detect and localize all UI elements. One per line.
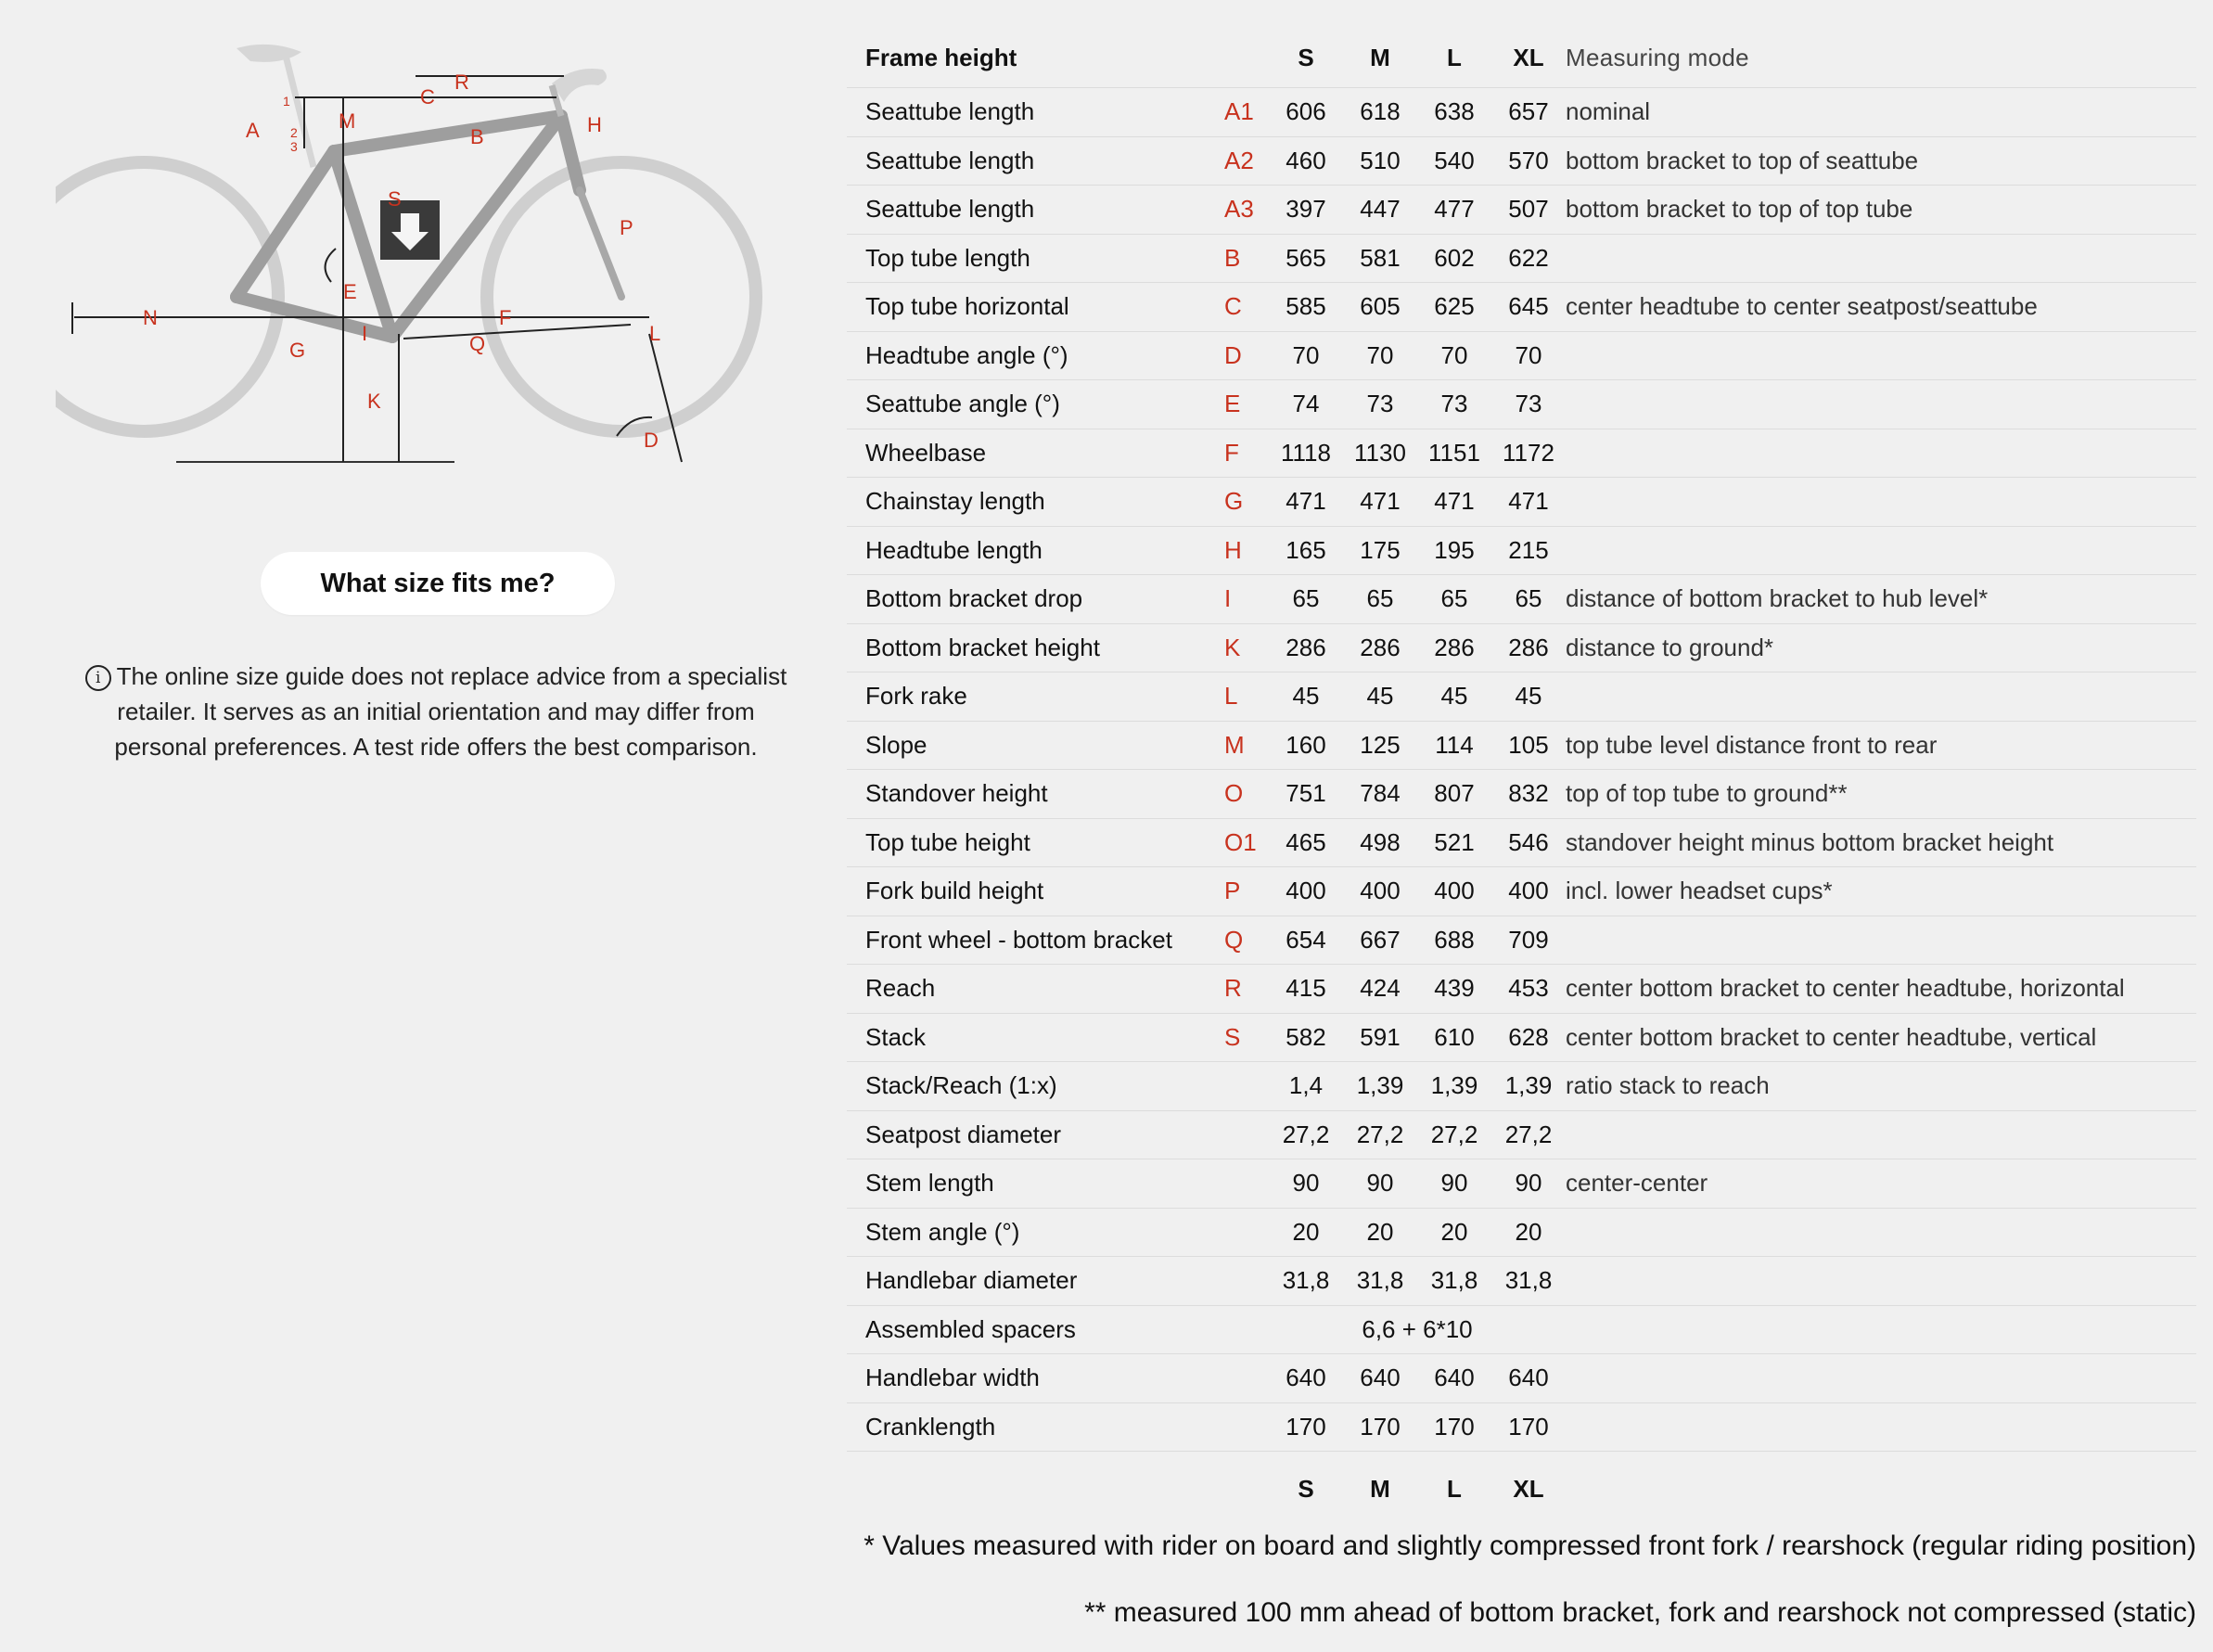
row-value-l: 521 [1434,827,1475,856]
row-value-s: 585 [1286,292,1326,321]
row-value-s: 460 [1286,146,1326,174]
table-row [847,478,2196,527]
row-code: M [1224,730,1245,759]
table-row [847,331,2196,380]
row-label: Chainstay length [865,487,1045,516]
row-code [1213,1305,1269,1354]
row-value-xl: 400 [1508,877,1549,905]
diagram-label-S: S [388,187,402,211]
row-value-l: 638 [1434,97,1475,126]
size-header-l: L [1447,43,1462,71]
row-value-xl: 90 [1515,1169,1542,1197]
row-value-l: 65 [1440,584,1468,613]
row-value-l: 90 [1440,1169,1468,1197]
table-row [847,672,2196,722]
row-value-s: 1118 [1281,438,1331,467]
row-code: A1 [1224,97,1254,126]
row-value-l: 439 [1434,974,1475,1003]
row-measuring-mode [1566,1354,2196,1403]
row-code: S [1224,1022,1241,1051]
row-code: O1 [1224,827,1257,856]
row-value-m: 784 [1360,779,1401,808]
what-size-fits-me-button[interactable]: What size fits me? [261,552,615,615]
diagram-label-F: F [499,306,512,329]
row-value-s: 20 [1292,1217,1320,1246]
row-label: Seatpost diameter [865,1120,1062,1148]
row-measuring-mode: incl. lower headset cups* [1566,877,1833,905]
row-label: Seattube length [865,97,1035,126]
row-value-m: 175 [1360,535,1401,564]
row-value-l: 540 [1434,146,1475,174]
diagram-label-N: N [143,306,158,329]
row-measuring-mode [1566,1305,2196,1354]
row-code: C [1224,292,1242,321]
diagram-label-1: 1 [283,94,290,109]
row-code: F [1224,438,1239,467]
row-value-m: 581 [1360,243,1401,272]
row-value-xl: 832 [1508,779,1549,808]
row-code: E [1224,390,1241,418]
row-value-s: 397 [1286,195,1326,224]
table-row [847,1159,2196,1209]
row-value-xl: 31,8 [1504,1266,1553,1295]
diagram-label-G: G [289,339,306,362]
row-measuring-mode: distance of bottom bracket to hub level* [1566,584,1989,613]
row-label: Reach [865,974,936,1003]
bike-geometry-diagram [56,28,816,492]
row-label: Top tube length [865,243,1030,272]
row-measuring-mode [1566,1257,2196,1306]
row-value-xl: 471 [1508,487,1549,516]
row-label: Wheelbase [865,438,987,467]
row-measuring-mode [1566,478,2196,527]
row-value-l: 70 [1440,340,1468,369]
diagram-label-2: 2 [290,125,298,140]
row-measuring-mode: bottom bracket to top of seattube [1566,146,1919,174]
row-value-m: 65 [1366,584,1394,613]
row-value-l: 1151 [1428,438,1480,467]
size-header-s: S [1298,43,1314,71]
row-value-s: 160 [1286,730,1326,759]
table-row [847,526,2196,575]
row-label: Top tube horizontal [865,292,1069,321]
footnote-static-measurement: ** measured 100 mm ahead of bottom bracket, fork and rearshock not compressed (static) [1084,1597,2196,1628]
table-header-row [847,28,2196,88]
row-value-m: 447 [1360,195,1401,224]
row-value-xl: 105 [1508,730,1549,759]
row-value-s: 170 [1286,1412,1326,1441]
row-code: H [1224,535,1242,564]
code-header [1213,28,1269,88]
row-code [1213,1159,1269,1209]
geometry-table-container [847,28,2196,1526]
table-row [847,721,2196,770]
row-measuring-mode: center bottom bracket to center headtube, horizontal [1566,974,2125,1003]
row-value-xl: 70 [1515,340,1542,369]
row-value-l: 625 [1434,292,1475,321]
row-measuring-mode [1566,380,2196,429]
row-value-all-sizes: 6,6 + 6*10 [1362,1314,1473,1343]
row-value-s: 582 [1286,1022,1326,1051]
geometry-table [847,28,2196,1526]
diagram-label-P: P [620,216,633,239]
row-value-m: 1,39 [1356,1071,1404,1100]
table-row [847,965,2196,1014]
table-row [847,867,2196,916]
row-value-l: 807 [1434,779,1475,808]
table-row [847,1062,2196,1111]
row-value-xl: 73 [1515,390,1542,418]
row-code: A2 [1224,146,1254,174]
row-value-s: 606 [1286,97,1326,126]
row-label: Stem angle (°) [865,1217,1020,1246]
row-value-xl: 215 [1508,535,1549,564]
row-value-s: 1,4 [1288,1071,1324,1100]
row-code [1213,1354,1269,1403]
row-code: D [1224,340,1242,369]
table-row [847,1354,2196,1403]
row-code: O [1224,779,1244,808]
row-measuring-mode: distance to ground* [1566,633,1774,661]
row-value-xl: 507 [1508,195,1549,224]
row-code: Q [1224,925,1244,954]
table-row [847,818,2196,867]
table-footer-row [847,1452,2196,1527]
size-footer-m: M [1370,1474,1390,1503]
row-value-l: 45 [1440,682,1468,711]
row-value-l: 286 [1434,633,1475,661]
row-value-l: 610 [1434,1022,1475,1051]
diagram-label-B: B [470,125,484,148]
row-label: Fork rake [865,682,967,711]
row-measuring-mode [1566,916,2196,965]
table-row [847,1110,2196,1159]
info-icon: i [85,665,111,691]
diagram-label-R: R [454,70,469,94]
row-measuring-mode [1566,429,2196,478]
row-code [1213,1402,1269,1452]
row-label: Stack [865,1022,927,1051]
row-value-l: 170 [1434,1412,1475,1441]
row-value-m: 70 [1366,340,1394,369]
row-label: Handlebar width [865,1364,1040,1392]
row-value-xl: 27,2 [1504,1120,1553,1148]
row-code: L [1224,682,1238,711]
row-value-l: 73 [1440,390,1468,418]
table-row [847,234,2196,283]
row-label: Assembled spacers [865,1314,1076,1343]
table-row [847,88,2196,137]
diagram-label-M: M [339,109,356,133]
table-row [847,1305,2196,1354]
row-value-xl: 1172 [1503,438,1554,467]
size-header-m: M [1370,43,1390,71]
diagram-label-K: K [367,390,381,413]
row-label: Top tube height [865,827,1030,856]
diagram-label-3: 3 [290,139,298,154]
row-label: Bottom bracket height [865,633,1100,661]
row-code: B [1224,243,1241,272]
row-label: Bottom bracket drop [865,584,1083,613]
row-code [1213,1110,1269,1159]
size-footer-xl: XL [1513,1474,1544,1503]
row-value-s: 286 [1286,633,1326,661]
row-code: K [1224,633,1241,661]
diagram-label-A: A [246,119,260,142]
row-value-xl: 65 [1515,584,1542,613]
row-label: Stem length [865,1169,994,1197]
row-value-l: 640 [1434,1364,1475,1392]
row-value-l: 477 [1434,195,1475,224]
size-guide-disclaimer [74,659,798,764]
row-code: A3 [1224,195,1254,224]
row-value-xl: 645 [1508,292,1549,321]
row-code [1213,1257,1269,1306]
footnote-rider-on-board: * Values measured with rider on board and slightly compressed front fork / rearshock (regular riding position) [863,1530,2196,1561]
row-value-l: 1,39 [1430,1071,1478,1100]
table-row [847,283,2196,332]
size-footer-l: L [1447,1474,1462,1503]
row-label: Seattube length [865,195,1035,224]
row-value-s: 400 [1286,877,1326,905]
row-value-m: 45 [1366,682,1394,711]
row-value-s: 751 [1286,779,1326,808]
row-value-l: 20 [1440,1217,1468,1246]
row-value-s: 90 [1292,1169,1320,1197]
row-measuring-mode: top of top tube to ground** [1566,779,1848,808]
row-value-s: 415 [1286,974,1326,1003]
row-label: Slope [865,730,927,759]
diagram-label-L: L [649,322,661,345]
row-measuring-mode [1566,526,2196,575]
row-label: Seattube angle (°) [865,390,1060,418]
row-value-l: 688 [1434,925,1475,954]
row-value-m: 498 [1360,827,1401,856]
diagram-label-D: D [644,429,659,452]
diagram-label-H: H [587,113,602,136]
row-label: Fork build height [865,877,1044,905]
row-code: P [1224,877,1241,905]
diagram-label-E: E [343,280,357,303]
row-value-xl: 622 [1508,243,1549,272]
row-value-m: 125 [1360,730,1401,759]
row-value-m: 605 [1360,292,1401,321]
frame-height-header: Frame height [865,43,1017,71]
row-value-s: 27,2 [1282,1120,1330,1148]
row-measuring-mode [1566,234,2196,283]
row-label: Seattube length [865,146,1035,174]
row-measuring-mode: ratio stack to reach [1566,1071,1770,1100]
row-value-l: 471 [1434,487,1475,516]
diagram-label-Q: Q [469,332,486,355]
disclaimer-text: The online size guide does not replace advice from a specialist retailer. It serves as an initial orientation and may differ from personal preferences. A test ride offers the best comparison. [114,662,787,761]
row-measuring-mode: center-center [1566,1169,1708,1197]
row-value-s: 70 [1292,340,1320,369]
table-row [847,186,2196,235]
row-value-m: 31,8 [1356,1266,1404,1295]
diagram-labels [143,70,660,452]
row-value-xl: 640 [1508,1364,1549,1392]
row-value-s: 31,8 [1282,1266,1330,1295]
row-measuring-mode: top tube level distance front to rear [1566,730,1938,759]
row-value-l: 602 [1434,243,1475,272]
row-value-s: 74 [1292,390,1320,418]
table-row [847,1257,2196,1306]
row-value-m: 510 [1360,146,1401,174]
row-value-s: 640 [1286,1364,1326,1392]
row-measuring-mode: nominal [1566,97,1651,126]
row-value-l: 31,8 [1430,1266,1478,1295]
row-value-xl: 45 [1515,682,1542,711]
row-value-s: 654 [1286,925,1326,954]
row-value-s: 471 [1286,487,1326,516]
row-value-l: 195 [1434,535,1475,564]
row-value-xl: 628 [1508,1022,1549,1051]
table-row [847,916,2196,965]
diagram-label-I: I [362,322,368,345]
row-value-l: 400 [1434,877,1475,905]
row-measuring-mode [1566,331,2196,380]
row-value-l: 27,2 [1430,1120,1478,1148]
row-value-s: 45 [1292,682,1320,711]
row-value-m: 424 [1360,974,1401,1003]
size-header-xl: XL [1513,43,1544,71]
row-value-xl: 546 [1508,827,1549,856]
row-value-s: 465 [1286,827,1326,856]
left-panel [0,0,835,1652]
row-value-xl: 570 [1508,146,1549,174]
table-row [847,429,2196,478]
row-value-m: 27,2 [1356,1120,1404,1148]
row-value-s: 65 [1292,584,1320,613]
diagram-label-C: C [420,85,435,109]
row-value-xl: 657 [1508,97,1549,126]
row-value-m: 400 [1360,877,1401,905]
row-measuring-mode [1566,1402,2196,1452]
saddle [237,45,301,62]
row-label: Standover height [865,779,1048,808]
row-label: Stack/Reach (1:x) [865,1071,1057,1100]
row-value-m: 1130 [1354,438,1406,467]
row-value-m: 618 [1360,97,1401,126]
row-code [1213,1208,1269,1257]
row-label: Headtube angle (°) [865,340,1068,369]
row-measuring-mode [1566,1208,2196,1257]
row-value-m: 170 [1360,1412,1401,1441]
table-row [847,1402,2196,1452]
size-footer-s: S [1298,1474,1314,1503]
row-value-xl: 709 [1508,925,1549,954]
row-value-m: 667 [1360,925,1401,954]
row-value-xl: 170 [1508,1412,1549,1441]
table-row [847,623,2196,672]
row-value-m: 286 [1360,633,1401,661]
row-label: Front wheel - bottom bracket [865,925,1172,954]
row-value-xl: 453 [1508,974,1549,1003]
row-code: I [1224,584,1232,613]
row-measuring-mode: standover height minus bottom bracket height [1566,827,2054,856]
row-measuring-mode [1566,672,2196,722]
row-value-xl: 20 [1515,1217,1542,1246]
row-value-m: 20 [1366,1217,1394,1246]
row-measuring-mode: bottom bracket to top of top tube [1566,195,1913,224]
table-row [847,575,2196,624]
row-value-m: 591 [1360,1022,1401,1051]
table-row [847,770,2196,819]
table-row [847,1208,2196,1257]
row-code: G [1224,487,1244,516]
row-value-m: 640 [1360,1364,1401,1392]
row-measuring-mode: center bottom bracket to center headtube, vertical [1566,1022,2097,1051]
row-label: Handlebar diameter [865,1266,1078,1295]
row-value-m: 90 [1366,1169,1394,1197]
row-measuring-mode: center headtube to center seatpost/seattube [1566,292,2038,321]
row-value-s: 565 [1286,243,1326,272]
table-row [847,380,2196,429]
row-label: Cranklength [865,1412,996,1441]
row-value-m: 471 [1360,487,1401,516]
row-value-l: 114 [1435,730,1474,759]
row-value-xl: 1,39 [1504,1071,1553,1100]
row-value-s: 165 [1286,535,1326,564]
row-code: R [1224,974,1242,1003]
table-row [847,136,2196,186]
row-label: Headtube length [865,535,1043,564]
table-row [847,1013,2196,1062]
row-measuring-mode [1566,1110,2196,1159]
row-value-m: 73 [1366,390,1394,418]
row-value-xl: 286 [1508,633,1549,661]
row-code [1213,1062,1269,1111]
measuring-mode-header: Measuring mode [1566,43,1749,71]
